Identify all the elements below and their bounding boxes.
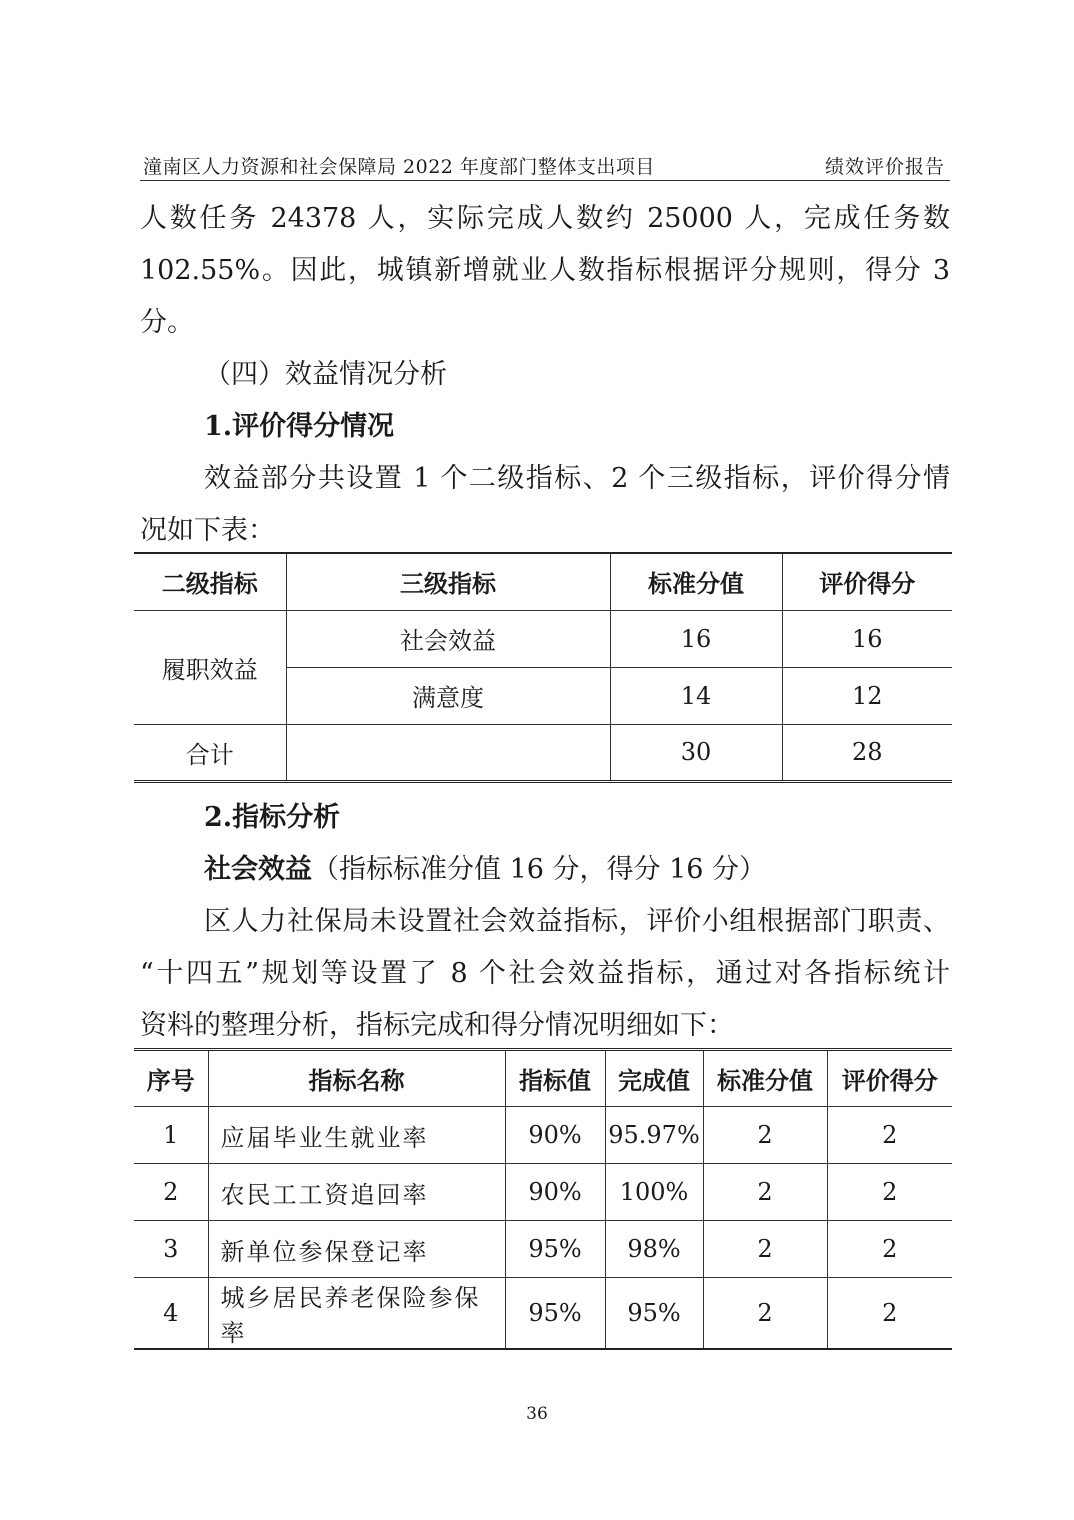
table-header: 标准分值: [610, 553, 782, 610]
table-cell: 2: [703, 1221, 827, 1278]
benefit-score-table: [134, 552, 952, 783]
table-row: [134, 1107, 952, 1164]
table-cell: 2: [827, 1278, 952, 1350]
table-cell: 农民工工资追回率: [208, 1164, 505, 1221]
social-benefit-indicator-table: [134, 1048, 952, 1350]
page-number: 36: [526, 1404, 548, 1424]
paragraph-line: 资料的整理分析，指标完成和得分情况明细如下：: [140, 1010, 734, 1041]
subsection-heading: 1.评价得分情况: [204, 411, 395, 442]
table-header: 二级指标: [134, 553, 286, 610]
table-cell: 2: [703, 1164, 827, 1221]
paragraph-line: 分。: [140, 307, 194, 338]
table-header: 标准分值: [703, 1050, 827, 1107]
table-cell: 履职效益: [134, 610, 286, 724]
table-cell: 满意度: [286, 667, 610, 724]
paragraph-line: 区人力社保局未设置社会效益指标，评价小组根据部门职责、: [204, 906, 950, 937]
table-cell: 2: [827, 1107, 952, 1164]
indicator-note: （指标标准分值 16 分，得分 16 分）: [312, 854, 767, 885]
table-header: 评价得分: [827, 1050, 952, 1107]
table-header: 三级指标: [286, 553, 610, 610]
table-cell: 应届毕业生就业率: [208, 1107, 505, 1164]
table-cell: 3: [134, 1221, 208, 1278]
table-cell: 100%: [605, 1164, 703, 1221]
paragraph-line: 效益部分共设置 1 个二级指标、2 个三级指标，评价得分情: [204, 463, 950, 494]
table-cell: 95%: [505, 1278, 605, 1350]
table-header: 评价得分: [782, 553, 952, 610]
table-cell: 社会效益: [286, 610, 610, 667]
table-cell: 新单位参保登记率: [208, 1221, 505, 1278]
table-row: [134, 610, 952, 667]
table-header-row: [134, 1050, 952, 1107]
subsection-heading: 2.指标分析: [204, 802, 341, 833]
table-header-row: [134, 553, 952, 610]
table-cell: 90%: [505, 1107, 605, 1164]
table-cell: 2: [827, 1164, 952, 1221]
table-cell: 合计: [134, 724, 286, 781]
table-cell: 30: [610, 724, 782, 781]
table-cell: 2: [134, 1164, 208, 1221]
section-heading: （四）效益情况分析: [204, 359, 447, 390]
table-cell: 2: [703, 1278, 827, 1350]
table-row: [134, 1278, 952, 1350]
indicator-heading: [140, 844, 950, 896]
paragraph-line: 102.55%。因此，城镇新增就业人数指标根据评分规则，得分 3: [140, 255, 950, 286]
table-cell: 16: [782, 610, 952, 667]
table-row: [134, 1164, 952, 1221]
table-cell: 95%: [505, 1221, 605, 1278]
table-cell: 28: [782, 724, 952, 781]
paragraph-line: “十四五”规划等设置了 8 个社会效益指标，通过对各指标统计: [140, 958, 950, 989]
table-header: 完成值: [605, 1050, 703, 1107]
paragraph-line: 人数任务 24378 人，实际完成人数约 25000 人，完成任务数: [140, 203, 950, 234]
table-cell: 95%: [605, 1278, 703, 1350]
table-cell: 2: [703, 1107, 827, 1164]
table-total-row: [134, 724, 952, 781]
table-cell: 城乡居民养老保险参保率: [208, 1278, 505, 1350]
table-cell: 12: [782, 667, 952, 724]
table-cell: [286, 724, 610, 781]
header-title: 潼南区人力资源和社会保障局 2022 年度部门整体支出项目: [143, 156, 655, 178]
table-cell: 90%: [505, 1164, 605, 1221]
indicator-title: 社会效益: [204, 854, 312, 885]
header-report-type: 绩效评价报告: [824, 156, 945, 178]
page-header: [140, 150, 950, 181]
table-cell: 98%: [605, 1221, 703, 1278]
table-cell: 95.97%: [605, 1107, 703, 1164]
table-cell: 14: [610, 667, 782, 724]
paragraph-line: 况如下表：: [140, 515, 275, 546]
table-cell: 2: [827, 1221, 952, 1278]
table-cell: 4: [134, 1278, 208, 1350]
table-header: 序号: [134, 1050, 208, 1107]
table-cell: 1: [134, 1107, 208, 1164]
table-header: 指标名称: [208, 1050, 505, 1107]
table-header: 指标值: [505, 1050, 605, 1107]
table-cell: 16: [610, 610, 782, 667]
table-row: [134, 1221, 952, 1278]
